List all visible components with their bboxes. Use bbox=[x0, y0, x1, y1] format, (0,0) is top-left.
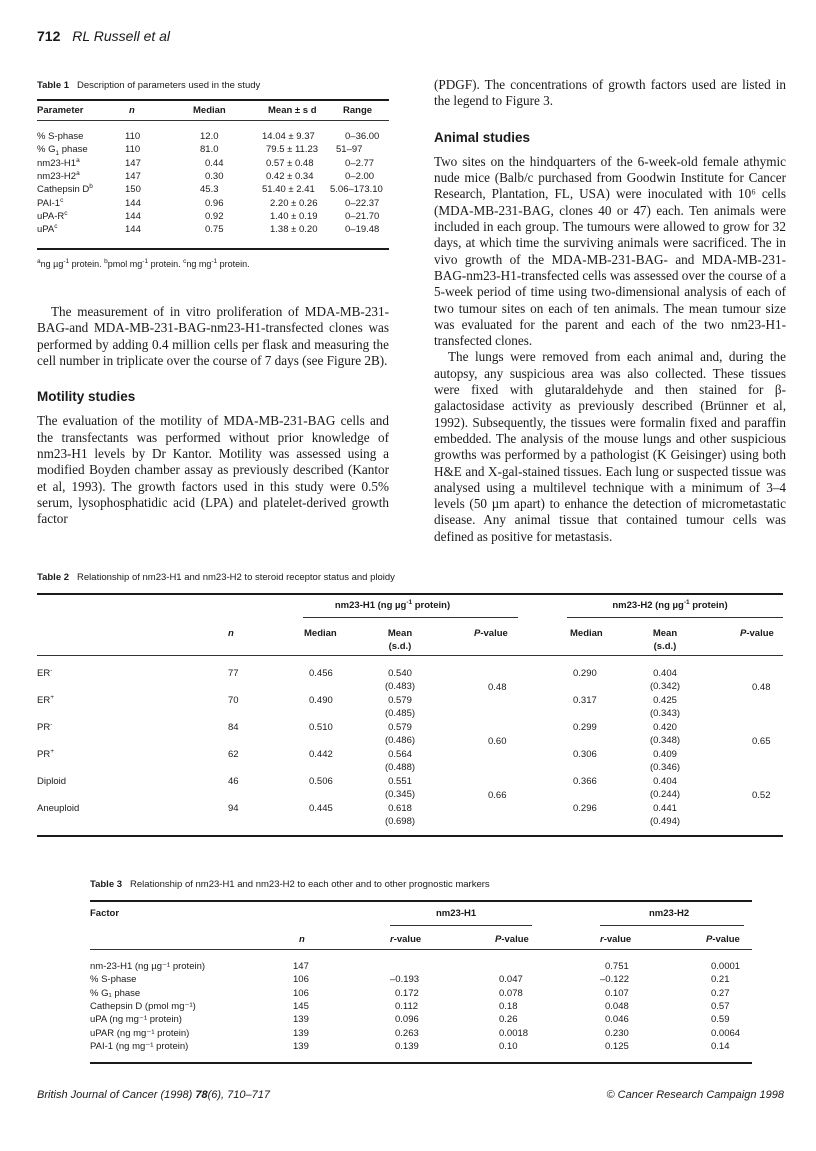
right-column bbox=[434, 77, 786, 545]
table3-h2-p: 0.59 bbox=[711, 1014, 730, 1025]
table3-h1-p: 0.0018 bbox=[499, 1028, 529, 1039]
table2-h2-mean: 0.404 (0.342) bbox=[649, 668, 681, 692]
table1-n: 110 bbox=[125, 144, 141, 155]
motility-paragraph: The evaluation of the motility of MDA-MB-231-BAG cells and the transfectants was performed without prior knowledge of nm23-H1 levels by Dr Kantor. Motility was assessed using a modified Boyden chamber assay as previously described (Kantor et al, 1993). The growth factors used in this study were 0.5% serum, lysophosphatidic acid (LPA) and platelet-derived growth factor bbox=[37, 413, 389, 527]
table2-h1-median: 0.445 bbox=[309, 803, 333, 814]
table2-h2-pvalue: 0.48 bbox=[752, 682, 771, 693]
table2-n: 46 bbox=[228, 776, 239, 787]
animal-studies-heading: Animal studies bbox=[434, 129, 531, 145]
table1-top-rule bbox=[37, 99, 389, 101]
table2-h1-median: 0.490 bbox=[309, 695, 333, 706]
table1-n: 144 bbox=[125, 211, 141, 222]
table3-h1-r: 0.263 bbox=[395, 1028, 419, 1039]
table3-top-rule bbox=[90, 900, 752, 902]
table1-n: 110 bbox=[125, 131, 141, 142]
table1-caption bbox=[37, 80, 260, 91]
table3-h1-r: 0.096 bbox=[395, 1014, 419, 1025]
table2-n: 70 bbox=[228, 695, 239, 706]
table1-median: 0.44 bbox=[205, 158, 224, 169]
table3-h2-p: 0.0001 bbox=[711, 961, 741, 972]
table3-n: 139 bbox=[293, 1014, 309, 1025]
volume-number: 78 bbox=[195, 1089, 208, 1101]
table2-h1-mean: 0.540 (0.483) bbox=[384, 668, 416, 692]
table2-n: 77 bbox=[228, 668, 239, 679]
table3-header-nm23h1: nm23-H1 bbox=[436, 908, 477, 919]
table2-h1-median: 0.456 bbox=[309, 668, 333, 679]
table2-h1-mean: 0.579 (0.485) bbox=[384, 695, 416, 719]
table2-h1-pvalue: 0.60 bbox=[488, 736, 507, 747]
table2-h1-mean: 0.564 (0.488) bbox=[384, 749, 416, 773]
table3-factor: PAI-1 (ng mg⁻¹ protein) bbox=[90, 1041, 189, 1052]
table3-factor: % S-phase bbox=[90, 974, 137, 985]
table1-mean: 0.42 ± 0.34 bbox=[266, 171, 314, 182]
table1-n: 147 bbox=[125, 158, 141, 169]
table3-factor: % G₁ phase bbox=[90, 988, 141, 999]
table2-group2-rule bbox=[567, 617, 783, 618]
table1-row-param: nm23-H2$^a$ bbox=[37, 169, 80, 182]
table1-header-mean: Mean ± s d bbox=[268, 105, 317, 116]
table1-row-param: Cathepsin $D^b$ bbox=[37, 182, 93, 195]
table2-header-h2-median: Median bbox=[570, 628, 603, 639]
table2-row-label: Aneuploid bbox=[37, 803, 80, 814]
table3-h2-p: 0.27 bbox=[711, 988, 730, 999]
table1-mean: 2.20 ± 0.26 bbox=[270, 198, 318, 209]
running-head bbox=[37, 28, 170, 44]
table2-h1-median: 0.442 bbox=[309, 749, 333, 760]
table3-h2-r: 0.125 bbox=[605, 1041, 629, 1052]
table3-header-nm23h2: nm23-H2 bbox=[649, 908, 690, 919]
table2-h2-median: 0.290 bbox=[573, 668, 597, 679]
table2-header-n: n bbox=[228, 628, 234, 639]
table3-h1-p: 0.10 bbox=[499, 1041, 518, 1052]
table3-header-h1-p: P-value bbox=[495, 934, 529, 945]
pdgf-paragraph: (PDGF). The concentrations of growth factors used are listed in the legend to Figure 3. bbox=[434, 77, 786, 109]
table3-h1-p: 0.047 bbox=[499, 974, 523, 985]
animal-paragraph-1: Two sites on the hindquarters of the 6-week-old female athymic nude mice (Balb/c purchased from Goodwin Institute for Cancer Research, Plantation, FL, USA) were inoculated with 10⁶ cells (MDA-MB-231-BAG, clones 40 or 47) each. Ten animals were included in each group. The tumours were allowed to grow for 32 days, at which time the surviving animals were sacrificed. The in vivo growth of the MDA-MB-231-BAG- and MDA-MB-231-BAG-nm23-H1-transfected cells was assessed over the course of a 5-week period of time using two-dimensional analysis of each of two tumour sites on each of ten animals. The mean tumour size was evaluated for the parent and each of the two nm23-H1-transfected clones. bbox=[434, 153, 786, 349]
table2-h1-mean: 0.618 (0.698) bbox=[384, 803, 416, 827]
table2-caption bbox=[37, 572, 395, 583]
table2-header-h1-median: Median bbox=[304, 628, 337, 639]
table2-row-label: ER+ bbox=[37, 693, 54, 706]
table3-n: 139 bbox=[293, 1041, 309, 1052]
table3-group2-rule bbox=[600, 925, 744, 926]
table1-header-median: Median bbox=[193, 105, 226, 116]
table1-range: 0–21.70 bbox=[345, 211, 380, 222]
table1-range: 0–36.00 bbox=[345, 131, 380, 142]
table3-h2-r: 0.048 bbox=[605, 1001, 629, 1012]
table3-label: Table 3 bbox=[90, 879, 123, 890]
table2-h2-median: 0.317 bbox=[573, 695, 597, 706]
table1-n: 144 bbox=[125, 198, 141, 209]
table3-h2-r: 0.751 bbox=[605, 961, 629, 972]
table3-h1-r: 0.112 bbox=[395, 1001, 419, 1012]
table2-header-h1-mean: Mean (s.d.) bbox=[387, 628, 413, 652]
table3-h2-p: 0.14 bbox=[711, 1041, 730, 1052]
table1-header-parameter: Parameter bbox=[37, 105, 84, 116]
table3-header-rule bbox=[90, 949, 752, 950]
table2-n: 84 bbox=[228, 722, 239, 733]
table3-n: 106 bbox=[293, 988, 309, 999]
table3-caption-text: Relationship of nm23-H1 and nm23-H2 to each other and to other prognostic markers bbox=[130, 879, 490, 890]
table3-n: 106 bbox=[293, 974, 309, 985]
table1-row-param: PAI-1$^c$ bbox=[37, 196, 64, 209]
table3-h1-r: 0.172 bbox=[395, 988, 419, 999]
table1-row-param: nm23-H1$^a$ bbox=[37, 156, 80, 169]
table3-h1-r: 0.139 bbox=[395, 1041, 419, 1052]
table1-mean: 51.40 ± 2.41 bbox=[262, 184, 315, 195]
table2-h1-mean: 0.551 (0.345) bbox=[384, 776, 416, 800]
table3-h1-p: 0.18 bbox=[499, 1001, 518, 1012]
table3-h2-p: 0.57 bbox=[711, 1001, 730, 1012]
table1-label: Table 1 bbox=[37, 80, 70, 91]
table2-h2-mean: 0.420 (0.348) bbox=[649, 722, 681, 746]
table1-median: 0.30 bbox=[205, 171, 224, 182]
table2-row-label: ER- bbox=[37, 666, 53, 679]
table2-header-h1-pvalue: P-value bbox=[474, 628, 508, 639]
table1-header-n: n bbox=[129, 105, 135, 116]
table1-caption-text: Description of parameters used in the study bbox=[77, 80, 261, 91]
table3-header-h2-p: P-value bbox=[706, 934, 740, 945]
table3-header-n: n bbox=[299, 934, 305, 945]
table2-h2-mean: 0.404 (0.244) bbox=[649, 776, 681, 800]
table2-h2-mean: 0.409 (0.346) bbox=[649, 749, 681, 773]
table3-factor: nm-23-H1 (ng µg⁻¹ protein) bbox=[90, 961, 206, 972]
table2-header-rule bbox=[37, 655, 783, 656]
table1-n: 144 bbox=[125, 224, 141, 235]
table2-h1-median: 0.506 bbox=[309, 776, 333, 787]
table1-mean: 14.04 ± 9.37 bbox=[262, 131, 315, 142]
table2-h2-median: 0.299 bbox=[573, 722, 597, 733]
table3-h2-r: 0.107 bbox=[605, 988, 629, 999]
table1-footnote: $^a$ng µg$^{-1}$ protein. $^b$pmol $mg^{-1}$ protein. $^c$ng $mg^{-1}$ protein. bbox=[37, 258, 250, 269]
table1-header-rule bbox=[37, 120, 389, 121]
table2-group-nm23h1: nm23-H1 (ng µg$^{-1}$ protein) bbox=[334, 598, 451, 611]
table1-mean: 79.5 ± 11.23 bbox=[266, 144, 319, 155]
table2-header-h2-pvalue: P-value bbox=[740, 628, 774, 639]
table1-range: 0–19.48 bbox=[345, 224, 380, 235]
table1-median: 0.96 bbox=[205, 198, 224, 209]
running-head-authors: RL Russell et al bbox=[72, 28, 171, 44]
table2-header-h2-mean: Mean (s.d.) bbox=[652, 628, 678, 652]
table1-median: 45.3 bbox=[200, 184, 219, 195]
table1-row-param: % S-phase bbox=[37, 131, 84, 142]
table3-bottom-rule bbox=[90, 1062, 752, 1064]
page-number: 712 bbox=[37, 28, 61, 44]
table3-h1-r: –0.193 bbox=[390, 974, 420, 985]
table2-h2-mean: 0.441 (0.494) bbox=[649, 803, 681, 827]
left-column bbox=[37, 304, 389, 528]
table1-median: 0.75 bbox=[205, 224, 224, 235]
table1-range: 51–97 bbox=[336, 144, 363, 155]
table2-h2-pvalue: 0.52 bbox=[752, 790, 771, 801]
table3-header-h1-r: r-value bbox=[390, 934, 422, 945]
table3-factor: uPA (ng mg⁻¹ protein) bbox=[90, 1014, 182, 1025]
journal-citation: British Journal of Cancer (1998) 78(6), 710–717 bbox=[37, 1089, 270, 1101]
table2-label: Table 2 bbox=[37, 572, 70, 583]
table1-median: 0.92 bbox=[205, 211, 224, 222]
table1-mean: 1.40 ± 0.19 bbox=[270, 211, 318, 222]
table3-header-factor: Factor bbox=[90, 908, 120, 919]
table2-n: 94 bbox=[228, 803, 239, 814]
table3-group1-rule bbox=[390, 925, 532, 926]
table3-h1-p: 0.26 bbox=[499, 1014, 518, 1025]
table1-mean: 1.38 ± 0.20 bbox=[270, 224, 318, 235]
table3-n: 147 bbox=[293, 961, 309, 972]
table3-h2-r: 0.230 bbox=[605, 1028, 629, 1039]
table1-row-param: uPA-$R^c$ bbox=[37, 209, 68, 222]
table1-range: 0–2.00 bbox=[345, 171, 375, 182]
table3-factor: uPAR (ng mg⁻¹ protein) bbox=[90, 1028, 190, 1039]
copyright-notice: © Cancer Research Campaign 1998 bbox=[606, 1089, 784, 1101]
table1-header-range: Range bbox=[343, 105, 373, 116]
table2-h1-mean: 0.579 (0.486) bbox=[384, 722, 416, 746]
table1-bottom-rule bbox=[37, 248, 389, 250]
table3-h2-r: –0.122 bbox=[600, 974, 630, 985]
table2-h2-median: 0.306 bbox=[573, 749, 597, 760]
table1-median: 12.0 bbox=[200, 131, 219, 142]
table1-row-param: % $G_1$ phase bbox=[37, 144, 88, 157]
table2-h1-pvalue: 0.66 bbox=[488, 790, 507, 801]
table3-h1-p: 0.078 bbox=[499, 988, 523, 999]
table2-group1-rule bbox=[303, 617, 518, 618]
table2-h2-pvalue: 0.65 bbox=[752, 736, 771, 747]
table2-caption-text: Relationship of nm23-H1 and nm23-H2 to steroid receptor status and ploidy bbox=[77, 572, 395, 583]
table2-h2-mean: 0.425 (0.343) bbox=[649, 695, 681, 719]
table2-h1-median: 0.510 bbox=[309, 722, 333, 733]
table2-row-label: Diploid bbox=[37, 776, 67, 787]
table2-h2-median: 0.366 bbox=[573, 776, 597, 787]
table1-n: 150 bbox=[125, 184, 141, 195]
table2-n: 62 bbox=[228, 749, 239, 760]
table3-h2-r: 0.046 bbox=[605, 1014, 629, 1025]
motility-heading: Motility studies bbox=[37, 389, 136, 405]
table1-range: 0–2.77 bbox=[345, 158, 375, 169]
animal-paragraph-2: The lungs were removed from each animal and, during the autopsy, any suspicious area was also collected. These tissues were fixed with glutaraldehyde and then stained for β-galactosidase activity as previously described (Brünner et al, 1992). Subsequently, the tissues were formalin fixed and paraffin embedded. The analysis of the mouse lungs and other suspicious growths was performed by a pathologist (K Geisinger) using both H&E and X-gal-stained tissues. Each lung or suspected tissue was analysed using a multilevel technique with a minimum of 3–4 levels (50 µm apart) to enhance the detection of micrometastatic disease. Any animal tissue that contained tumour cells was defined as positive for metastasis. bbox=[434, 349, 786, 544]
table1-n: 147 bbox=[125, 171, 141, 182]
table3-header-h2-r: r-value bbox=[600, 934, 632, 945]
table1-median: 81.0 bbox=[200, 144, 219, 155]
table3-h2-p: 0.21 bbox=[711, 974, 730, 985]
table1-range: 0–22.37 bbox=[345, 198, 380, 209]
table3-n: 145 bbox=[293, 1001, 309, 1012]
table1-mean: 0.57 ± 0.48 bbox=[266, 158, 314, 169]
table3-factor: Cathepsin D (pmol mg⁻¹) bbox=[90, 1001, 196, 1012]
table2-row-label: PR- bbox=[37, 720, 53, 733]
table2-h2-median: 0.296 bbox=[573, 803, 597, 814]
table3-h2-p: 0.0064 bbox=[711, 1028, 741, 1039]
table3-n: 139 bbox=[293, 1028, 309, 1039]
table3-caption bbox=[90, 879, 490, 890]
proliferation-paragraph: The measurement of in vitro proliferation of MDA-MB-231-BAG-and MDA-MB-231-BAG-nm23-H1-transfected clones was performed by adding 0.4 million cells per flask and measuring the cell number in triplicate over the course of 7 days (see Figure 2B). bbox=[37, 304, 389, 368]
table1-range: 5.06–173.10 bbox=[330, 184, 383, 195]
table2-top-rule bbox=[37, 593, 783, 595]
table2-bottom-rule bbox=[37, 835, 783, 837]
table2-row-label: PR+ bbox=[37, 747, 54, 760]
table2-group-nm23h2: nm23-H2 (ng µg$^{-1}$ protein) bbox=[612, 598, 728, 611]
table1-row-param: uPA$^c$ bbox=[37, 222, 58, 235]
table2-h1-pvalue: 0.48 bbox=[488, 682, 507, 693]
